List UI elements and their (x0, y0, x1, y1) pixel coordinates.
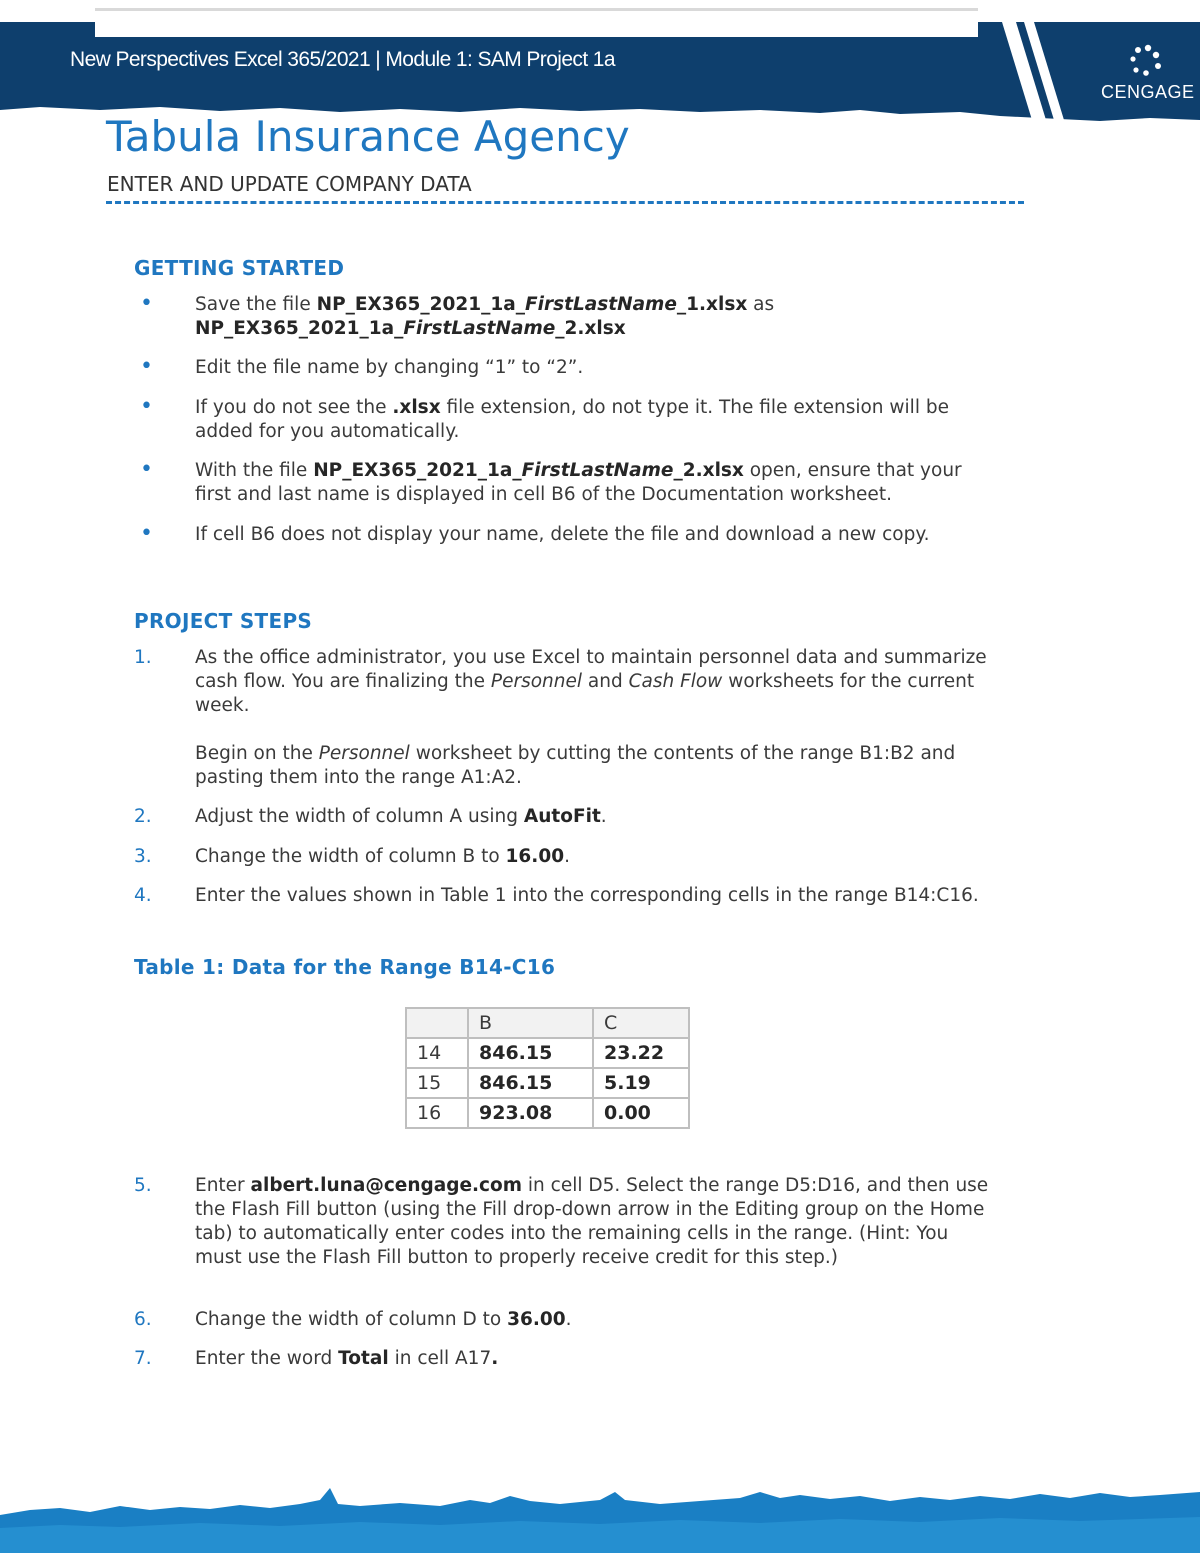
page-top-rule (95, 8, 978, 37)
step-number: 6. (134, 1309, 152, 1330)
table-cell: 0.00 (593, 1098, 689, 1128)
table-header-cell (406, 1008, 468, 1038)
title-divider (106, 201, 1024, 204)
row-label-cell: 15 (406, 1068, 468, 1098)
bullet-icon: • (140, 354, 153, 379)
step-number: 2. (134, 806, 152, 827)
cengage-logo-text: CENGAGE (1101, 82, 1195, 102)
step-number: 3. (134, 846, 152, 867)
bullet-icon: • (140, 291, 153, 316)
table-caption: Table 1: Data for the Range B14-C16 (134, 955, 556, 979)
table-header-cell: B (468, 1008, 593, 1038)
document-title: Tabula Insurance Agency (106, 112, 630, 161)
table-cell: 846.15 (468, 1068, 593, 1098)
data-table (405, 1007, 690, 1129)
bullet-icon: • (140, 394, 153, 419)
table-cell: 846.15 (468, 1038, 593, 1068)
step-number: 7. (134, 1348, 152, 1369)
getting-started-heading: GETTING STARTED (134, 256, 345, 280)
table-header-row (406, 1008, 689, 1038)
row-label-cell: 14 (406, 1038, 468, 1068)
row-label-cell: 16 (406, 1098, 468, 1128)
step-number: 5. (134, 1175, 152, 1196)
document-subtitle: ENTER AND UPDATE COMPANY DATA (107, 172, 472, 196)
table-row (406, 1098, 689, 1128)
course-header: New Perspectives Excel 365/2021 | Module 1: SAM Project 1a (70, 48, 615, 71)
table-row (406, 1038, 689, 1068)
step-number: 1. (134, 647, 152, 668)
bullet-icon: • (140, 521, 153, 546)
footer-mountains (0, 1470, 1200, 1553)
step-number: 4. (134, 885, 152, 906)
table-row (406, 1068, 689, 1098)
table-cell: 5.19 (593, 1068, 689, 1098)
bullet-icon: • (140, 457, 153, 482)
table-cell: 923.08 (468, 1098, 593, 1128)
table-cell: 23.22 (593, 1038, 689, 1068)
project-steps-heading: PROJECT STEPS (134, 609, 313, 633)
table-header-cell: C (593, 1008, 689, 1038)
